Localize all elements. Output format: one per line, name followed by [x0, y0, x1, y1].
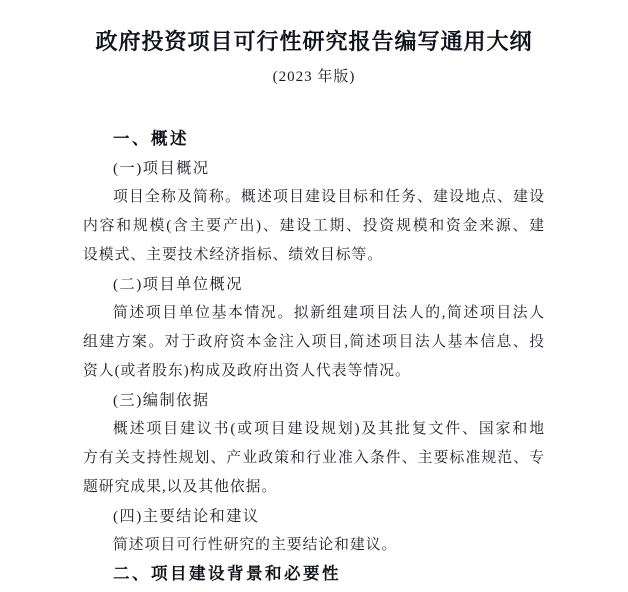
- paragraph-line: 题研究成果,以及其他依据。: [83, 479, 278, 495]
- doc-title: 政府投资项目可行性研究报告编写通用大纲: [95, 29, 533, 54]
- subsection-heading-unit-overview: (二)项目单位概况: [113, 276, 243, 293]
- subsection-heading-compilation-basis: (三)编制依据: [113, 392, 210, 409]
- paragraph-line: 简述项目单位基本情况。拟新组建项目法人的,简述项目法人: [113, 305, 545, 321]
- subsection-heading-project-overview: (一)项目概况: [113, 160, 210, 177]
- paragraph-line: 方有关支持性规划、产业政策和行业准入条件、主要标准规范、专: [83, 450, 545, 466]
- doc-subtitle: (2023 年版): [272, 69, 356, 85]
- section-heading-background: 二、项目建设背景和必要性: [113, 565, 341, 583]
- paragraph-line: 简述项目可行性研究的主要结论和建议。: [113, 537, 398, 553]
- paragraph-line: 设模式、主要技术经济指标、绩效目标等。: [83, 247, 384, 263]
- paragraph-line: 组建方案。对于政府资本金注入项目,简述项目法人基本信息、投: [83, 334, 545, 350]
- subsection-heading-conclusions: (四)主要结论和建议: [113, 508, 260, 525]
- paragraph-line: 资人(或者股东)构成及政府出资人代表等情况。: [83, 363, 411, 379]
- paragraph-line: 内容和规模(含主要产出)、建设工期、投资规模和资金来源、建: [83, 218, 545, 234]
- paragraph-line: 概述项目建议书(或项目建设规划)及其批复文件、国家和地: [113, 421, 545, 437]
- section-heading-overview: 一、概述: [113, 130, 189, 148]
- paragraph-line: 项目全称及简称。概述项目建设目标和任务、建设地点、建设: [113, 189, 545, 205]
